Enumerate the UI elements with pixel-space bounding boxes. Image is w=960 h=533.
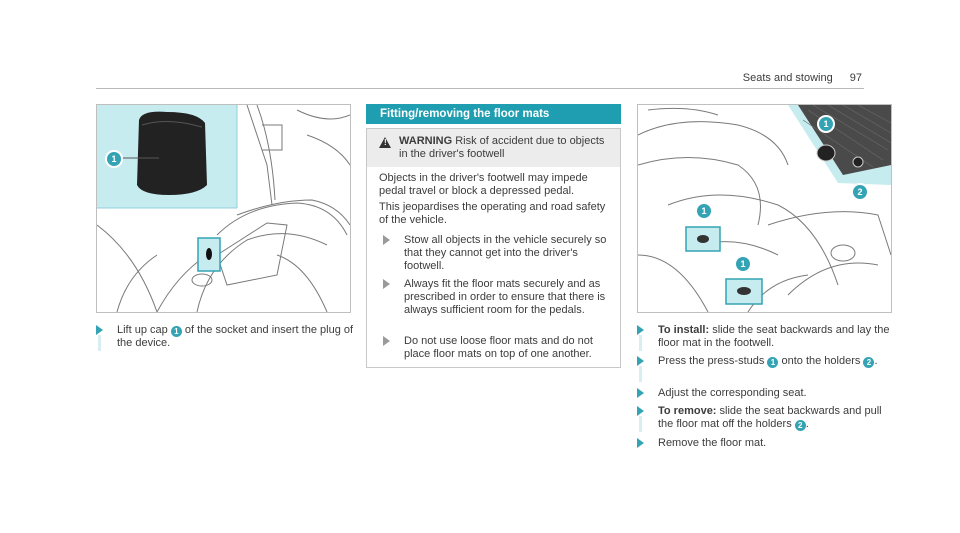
step-arrow-icon xyxy=(637,406,644,416)
warning-paragraph: Objects in the driver's footwell may impede pedal travel or block a depressed pedal. xyxy=(379,172,588,197)
warning-title-text: Risk of accident due to objects in the driver's footwell xyxy=(399,135,605,160)
ref-callout-2: 2 xyxy=(795,420,806,431)
warning-title xyxy=(399,135,609,161)
step-text: Press the press-studs xyxy=(658,355,768,367)
step-text: Adjust the corresponding seat. xyxy=(658,387,807,399)
step-adjust-seat xyxy=(637,387,897,400)
ref-callout-1: 1 xyxy=(767,357,778,368)
socket-illustration xyxy=(96,104,351,313)
step-lift-cap xyxy=(96,324,356,350)
footwell-drawing xyxy=(638,105,891,312)
warning-triangle-icon: ! xyxy=(379,137,391,148)
callout-1-mid: 1 xyxy=(697,204,711,218)
step-arrow-icon xyxy=(383,336,390,346)
step-press-studs xyxy=(637,355,897,368)
callout-1-low: 1 xyxy=(736,257,750,271)
step-text: onto the holders xyxy=(778,355,864,367)
step-install xyxy=(637,324,897,350)
warning-label: WARNING xyxy=(399,135,453,147)
step-remove-mat xyxy=(637,437,897,450)
step-arrow-icon xyxy=(637,438,644,448)
step-bar xyxy=(98,335,101,351)
callout-1-top: 1 xyxy=(819,117,833,131)
page-number: 97 xyxy=(849,72,862,84)
callout-1: 1 xyxy=(107,152,121,166)
step-text: Do not use loose floor mats and do not place floor mats on top of one another. xyxy=(404,335,593,360)
step-text: slide the seat backwards and pull the floor mat off the holders xyxy=(658,405,882,430)
step-arrow-icon xyxy=(637,325,644,335)
header-divider xyxy=(96,88,864,89)
step-text: slide the seat backwards and lay the floor mat in the footwell. xyxy=(658,324,890,349)
step-text: Always fit the floor mats securely and as prescribed in order to ensure that there is always sufficient room for the pedals. xyxy=(404,278,606,316)
callout-2: 2 xyxy=(853,185,867,199)
step-arrow-icon xyxy=(637,388,644,398)
step-label: To remove: xyxy=(658,405,717,417)
floor-mat-illustration xyxy=(637,104,892,313)
step-arrow-icon xyxy=(383,235,390,245)
section-title: Fitting/removing the floor mats xyxy=(366,104,621,124)
step-bar xyxy=(639,335,642,351)
step-arrow-icon xyxy=(96,325,103,335)
car-interior-drawing xyxy=(97,105,350,312)
step-text: . xyxy=(874,355,878,367)
step-bar xyxy=(639,366,642,382)
step-label: To install: xyxy=(658,324,710,336)
step-text: of the socket and insert the plug of the device. xyxy=(117,324,354,349)
step-remove xyxy=(637,405,897,431)
step-arrow-icon xyxy=(637,356,644,366)
warning-body xyxy=(379,172,615,230)
step-text: Remove the floor mat. xyxy=(658,437,767,449)
step-text: Lift up cap xyxy=(117,324,171,336)
step-bar xyxy=(639,416,642,432)
warning-box xyxy=(366,128,621,368)
step-text: Stow all objects in the vehicle securely so that they cannot get into the driver's footwell. xyxy=(404,234,607,272)
ref-callout-2: 2 xyxy=(863,357,874,368)
warning-step xyxy=(383,278,608,317)
step-arrow-icon xyxy=(383,279,390,289)
warning-step xyxy=(383,335,608,361)
warning-step xyxy=(383,234,608,273)
warning-header xyxy=(367,129,620,167)
step-text: . xyxy=(805,418,809,430)
running-header xyxy=(743,72,862,84)
warning-paragraph: This jeopardises the operating and road safety of the vehicle. xyxy=(379,201,606,226)
section-name: Seats and stowing xyxy=(742,72,833,84)
ref-callout-1: 1 xyxy=(171,326,182,337)
